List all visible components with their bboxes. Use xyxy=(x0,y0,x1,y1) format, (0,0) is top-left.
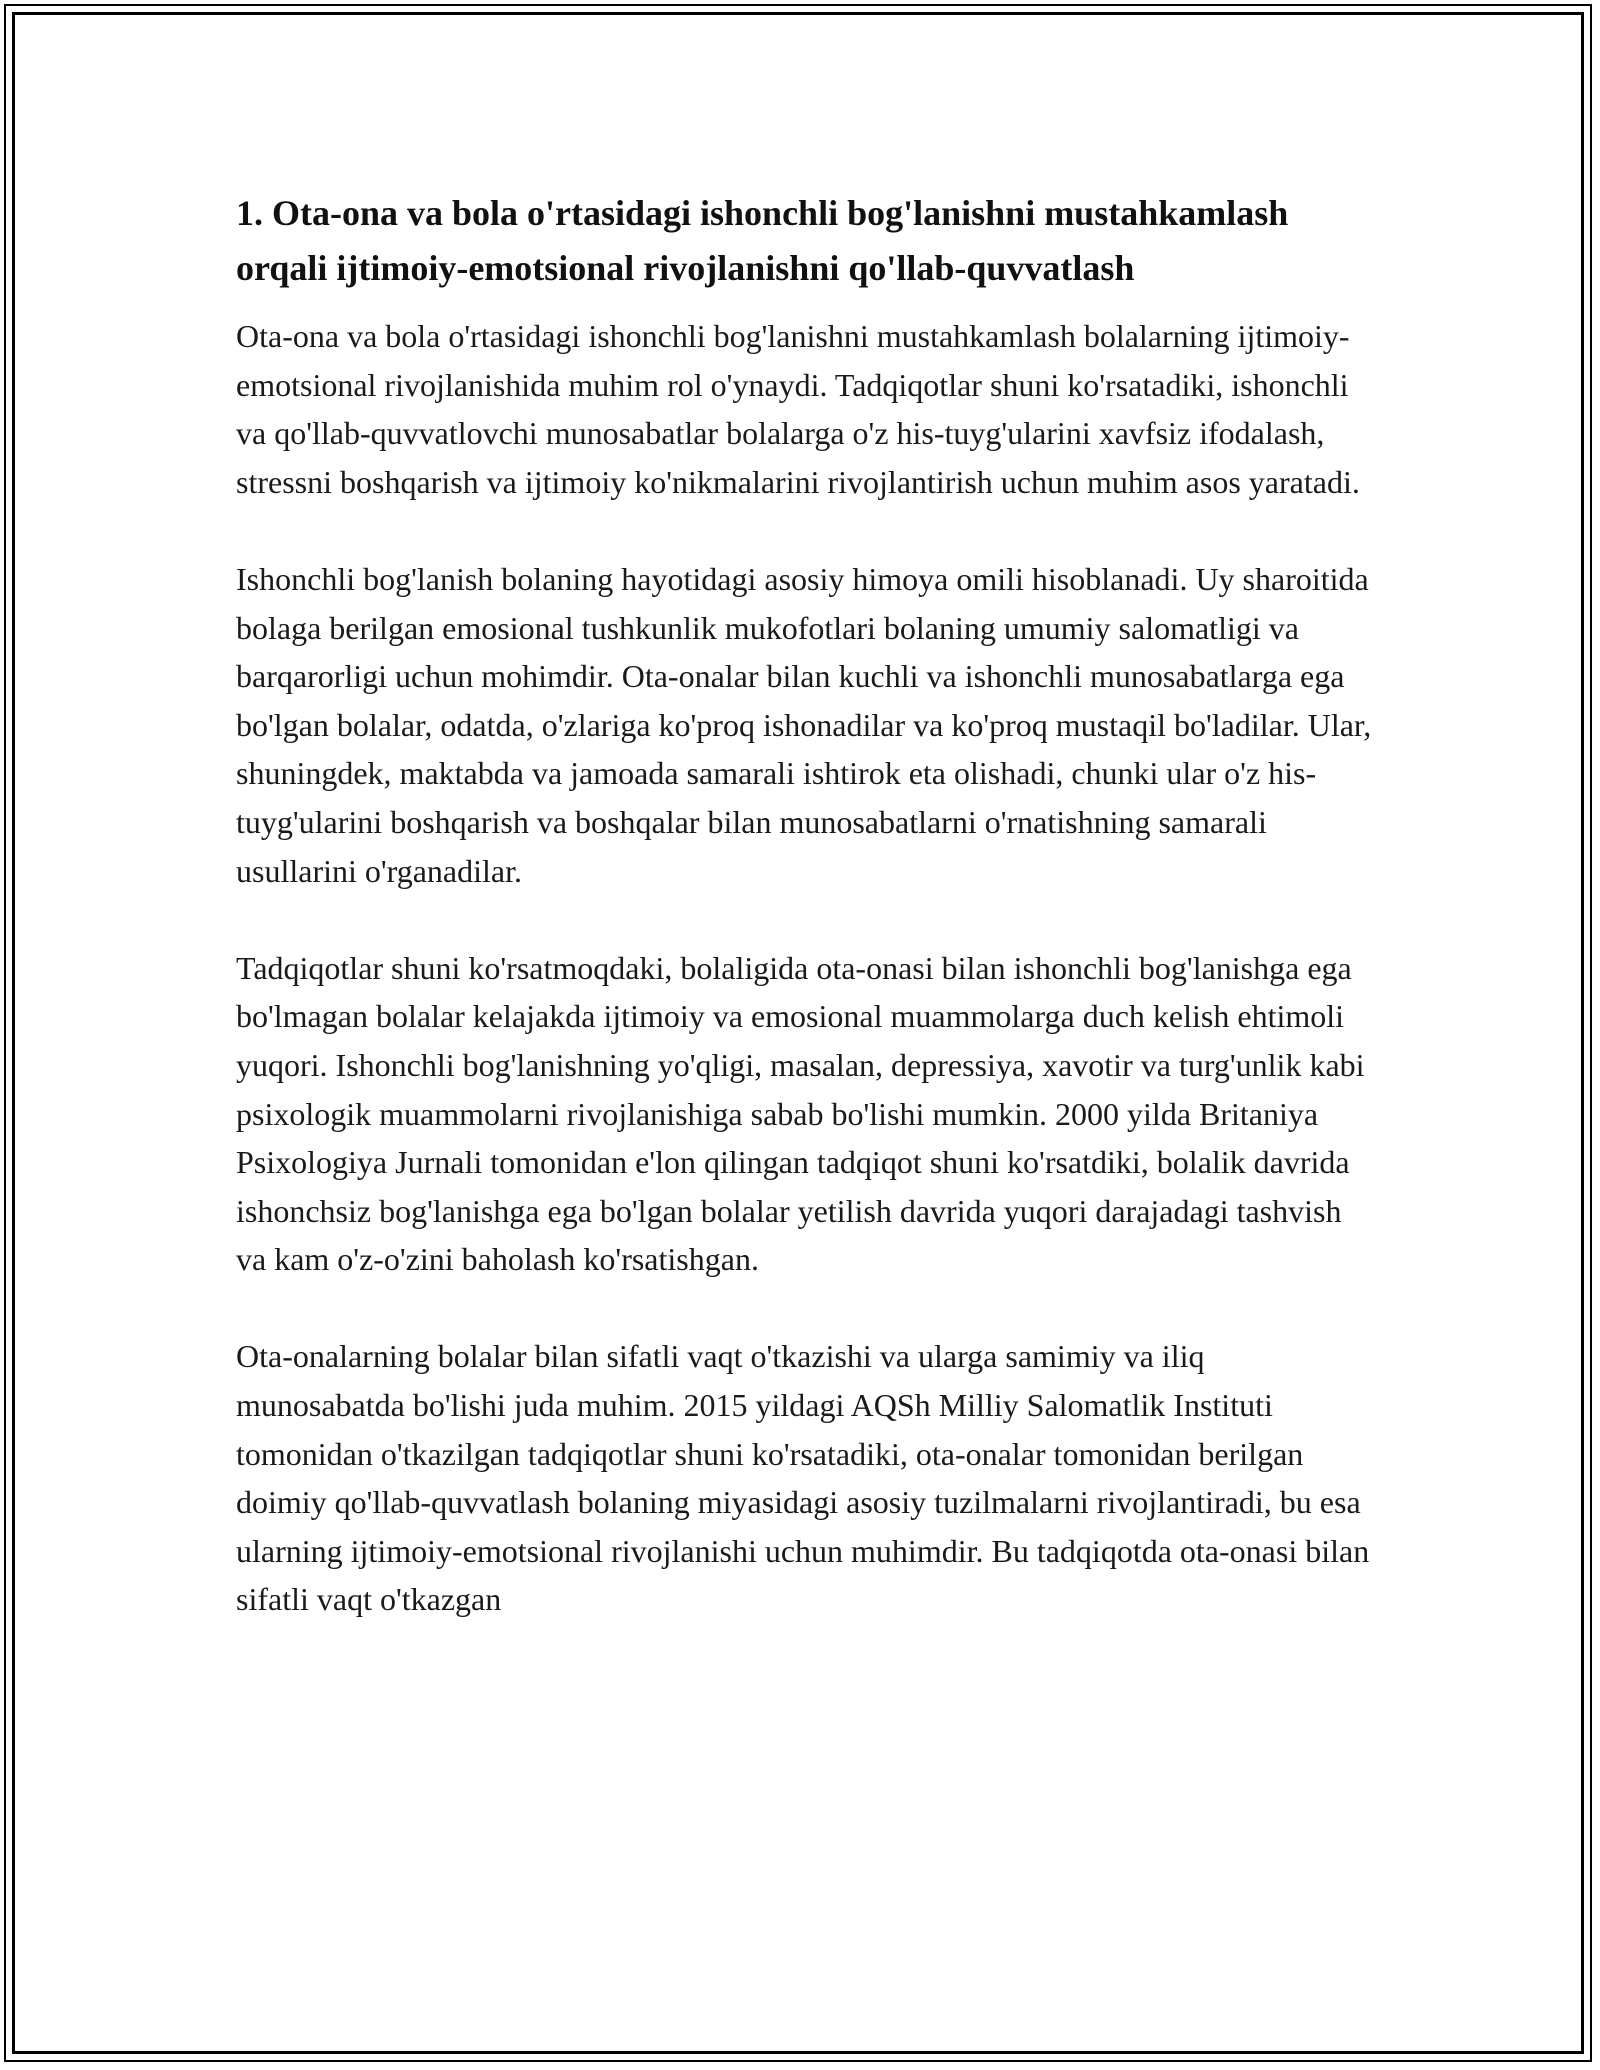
document-body xyxy=(236,186,1376,1673)
paragraph-3: Tadqiqotlar shuni ko'rsatmoqdaki, bolaligida ota-onasi bilan ishonchli bog'lanishga ega bo'lmagan bolalar kelajakda ijtimoiy va emosional muammolarga duch kelish ehtimoli yuqori. Ishonchli bog'lanishning yo'qligi, masalan, depressiya, xavotir va turg'unlik kabi psixologik muammolarni rivojlanishiga sabab bo'lishi mumkin. 2000 yilda Britaniya Psixologiya Jurnali tomonidan e'lon qilingan tadqiqot shuni ko'rsatdiki, bolalik davrida ishonchsiz bog'lanishga ega bo'lgan bolalar yetilish davrida yuqori darajadagi tashvish va kam o'z-o'zini baholash ko'rsatishgan. xyxy=(236,949,1365,1278)
section-heading: 1. Ota-ona va bola o'rtasidagi ishonchli bog'lanishni mustahkamlash orqali ijtimoiy-emotsional rivojlanishni qo'llab-quvvatlash xyxy=(236,193,1289,288)
paragraph-4: Ota-onalarning bolalar bilan sifatli vaqt o'tkazishi va ularga samimiy va iliq munosabatda bo'lishi juda muhim. 2015 yildagi AQSh Milliy Salomatlik Instituti tomonidan o'tkazilgan tadqiqotlar shuni ko'rsatadiki, ota-onalar tomonidan berilgan doimiy qo'llab-quvvatlash bolaning miyasidagi asosiy tuzilmalarni rivojlantiradi, bu esa ularning ijtimoiy-emotsional rivojlanishi uchun muhimdir. Bu tadqiqotda ota-onasi bilan sifatli vaqt o'tkazgan xyxy=(236,1338,1370,1618)
paragraph-2: Ishonchli bog'lanish bolaning hayotidagi asosiy himoya omili hisoblanadi. Uy sharoitida bolaga berilgan emosional tushkunlik mukofotlari bolaning umumiy salomatligi va barqarorligi uchun mohimdir. Ota-onalar bilan kuchli va ishonchli munosabatlarga ega bo'lgan bolalar, odatda, o'zlariga ko'proq ishonadilar va ko'proq mustaqil bo'ladilar. Ular, shuningdek, maktabda va jamoada samarali ishtirok eta olishadi, chunki ular o'z his-tuyg'ularini boshqarish va boshqalar bilan munosabatlarni o'rnatishning samarali usullarini o'rganadilar. xyxy=(236,560,1372,889)
paragraph-1: Ota-ona va bola o'rtasidagi ishonchli bog'lanishni mustahkamlash bolalarning ijtimoiy-emotsional rivojlanishida muhim rol o'ynaydi. Tadqiqotlar shuni ko'rsatadiki, ishonchli va qo'llab-quvvatlovchi munosabatlar bolalarga o'z his-tuyg'ularini xavfsiz ifodalash, stressni boshqarish va ijtimoiy ko'nikmalarini rivojlantirish uchun muhim asos yaratadi. xyxy=(236,318,1360,500)
